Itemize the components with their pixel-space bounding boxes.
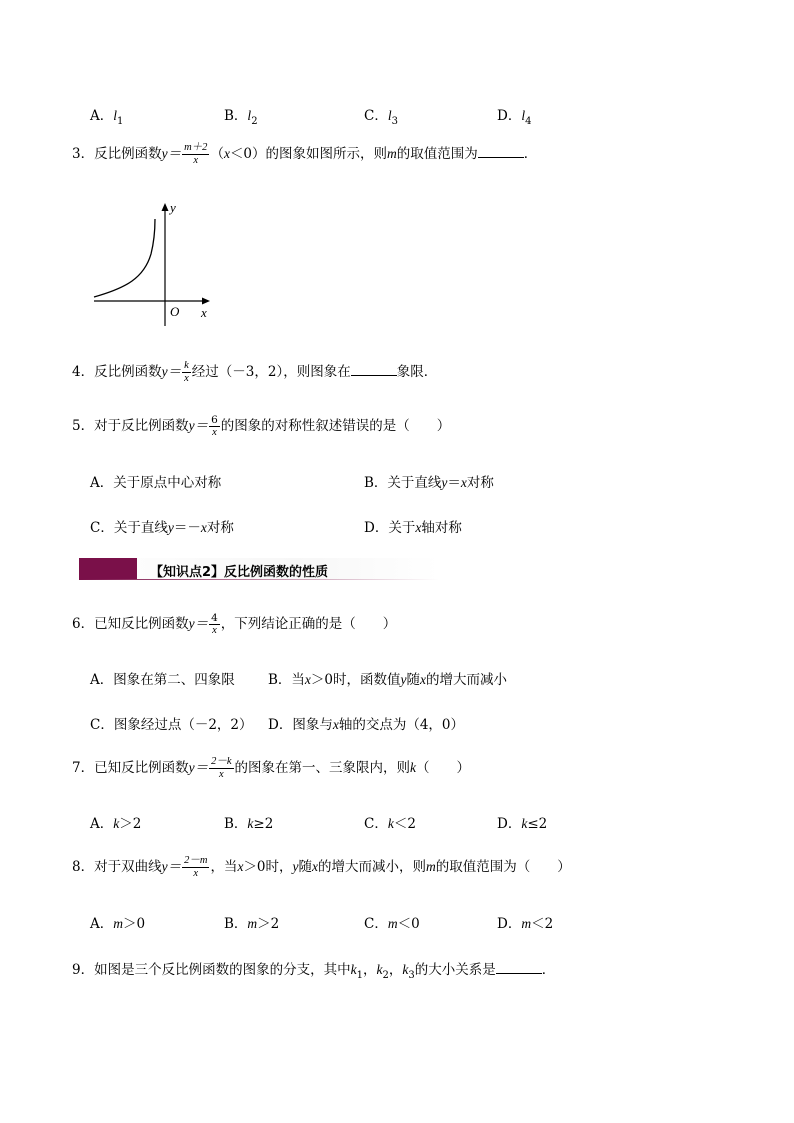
question-8: 8．对于双曲线y＝ $\frac{2-m}{x}$ ，当x＞0时，y随x的增大而减小，则m的取值范围为（ ） [72,855,571,880]
q6-fraction: $\frac{4}{x}$ [211,612,218,637]
question-9: 9．如图是三个反比例函数的图象的分支，其中$k_1$，$k_2$，$k_3$的大小关系是 ． [72,962,556,981]
q7-fraction: $\frac{2-k}{x}$ [211,756,232,781]
q2-option-d: D．$l_4$ [497,108,532,127]
question-4: 4．反比例函数y＝ $\frac{k}{x}$ 经过（－3，2），则图象在 象限． [72,360,438,385]
q4-fraction: $\frac{k}{x}$ [184,360,189,385]
question-6: 6．已知反比例函数y＝ $\frac{4}{x}$ ，下列结论正确的是（ ） [72,612,397,637]
q5-option-d: D．关于x轴对称 [364,520,462,536]
q5-option-a: A．关于原点中心对称 [90,475,222,491]
question-5: 5．对于反比例函数y＝ $\frac{6}{x}$ 的图象的对称性叙述错误的是（ ） [72,414,451,439]
hyperbola-branch [94,219,155,297]
q7-option-b: B．k≥2 [224,816,274,832]
q7-option-d: D．k≤2 [497,816,548,832]
q8-option-c: C．m＜0 [364,916,420,932]
answer-blank[interactable] [351,363,397,376]
y-axis-arrow [162,203,169,211]
q2-option-b: B．$l_2$ [224,108,258,127]
q2-option-c: C．$l_3$ [364,108,398,127]
q6-option-d: D．图象与x轴的交点为（4，0） [268,717,465,733]
q8-option-a: A．m＞0 [90,916,146,932]
q3-graph [86,196,216,326]
x-axis-label: x [201,305,207,320]
q6-option-a: A．图象在第二、四象限 [90,672,235,688]
q7-option-a: A．k＞2 [90,816,142,832]
section-title: 【知识点2】反比例函数的性质 [150,565,329,580]
y-axis-label: y [170,200,176,215]
q8-option-b: B．m＞2 [224,916,280,932]
q2-option-a: A．$l_1$ [90,108,124,127]
section-header-block [79,558,137,580]
q6-option-c: C．图象经过点（－2，2） [90,717,253,733]
q5-option-b: B．关于直线y＝x对称 [364,475,494,491]
q5-fraction: $\frac{6}{x}$ [211,414,218,439]
q8-option-d: D．m＜2 [497,916,554,932]
x-axis-arrow [202,298,210,305]
q6-option-b: B．当x＞0时，函数值y随x的增大而减小 [268,672,508,688]
origin-label: O [170,304,180,319]
q3-fraction: $\frac{m+2}{x}$ [184,142,208,167]
answer-blank[interactable] [478,145,524,158]
question-3: 3．反比例函数y＝ $\frac{m+2}{x}$ （x＜0）的图象如图所示，则m的取值范围为 ． [72,142,538,167]
q7-option-c: C．k＜2 [364,816,416,832]
q5-option-c: C．关于直线y＝－x对称 [90,520,234,536]
question-7: 7．已知反比例函数y＝ $\frac{2-k}{x}$ 的图象在第一、三象限内，则k（ ） [72,756,471,781]
answer-blank[interactable] [496,961,542,974]
q8-fraction: $\frac{2-m}{x}$ [184,855,208,880]
